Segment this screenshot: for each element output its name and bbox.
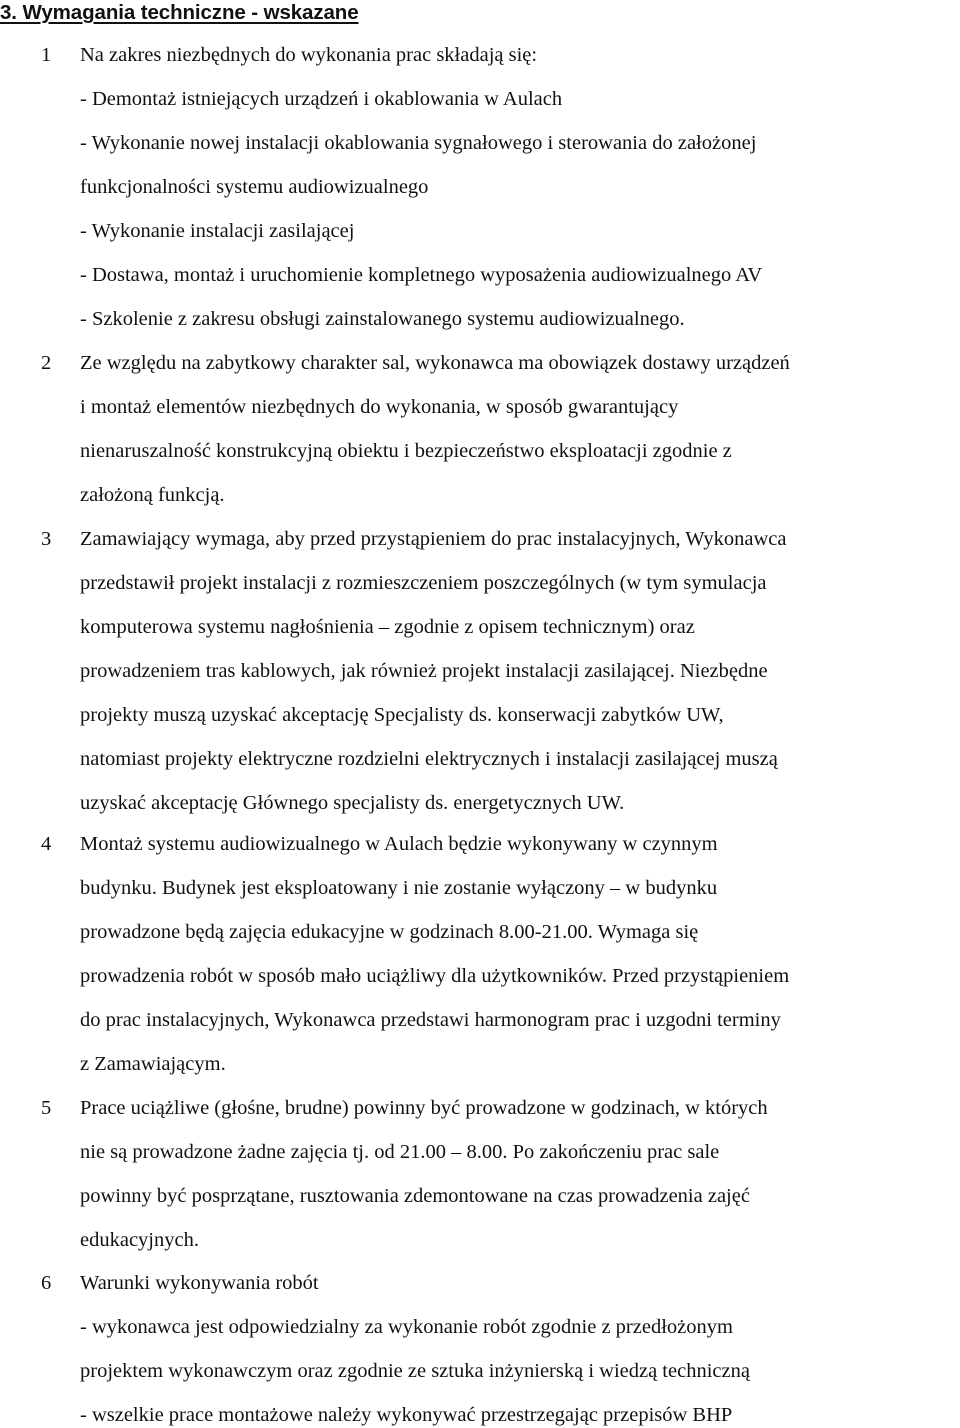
text-line: Montaż systemu audiowizualnego w Aulach będzie wykonywany w czynnym bbox=[80, 833, 718, 855]
item-text bbox=[80, 33, 960, 341]
text-line: Zamawiający wymaga, aby przed przystąpieniem do prac instalacyjnych, Wykonawca bbox=[80, 528, 787, 550]
text-line: uzyskać akceptację Głównego specjalisty ds. energetycznych UW. bbox=[80, 792, 625, 814]
item-number: 4 bbox=[41, 833, 52, 855]
item-number: 1 bbox=[41, 44, 52, 66]
text-line: prowadzenia robót w sposób mało uciążliwy dla użytkowników. Przed przystąpieniem bbox=[80, 965, 790, 987]
item-text bbox=[80, 822, 960, 1086]
item-text bbox=[80, 341, 960, 517]
section-heading-text: 3. Wymagania techniczne - wskazane bbox=[0, 1, 359, 24]
text-line: do prac instalacyjnych, Wykonawca przedstawi harmonogram prac i uzgodni terminy bbox=[80, 1009, 781, 1031]
item-number: 2 bbox=[41, 352, 52, 374]
text-line: - Demontaż istniejących urządzeń i okablowania w Aulach bbox=[80, 88, 563, 110]
item-number: 6 bbox=[41, 1272, 52, 1294]
text-line: projektem wykonawczym oraz zgodnie ze sztuka inżynierską i wiedzą techniczną bbox=[80, 1360, 750, 1382]
text-line: przedstawił projekt instalacji z rozmieszczeniem poszczególnych (w tym symulacja bbox=[80, 572, 767, 594]
text-line: i montaż elementów niezbędnych do wykonania, w sposób gwarantujący bbox=[80, 396, 679, 418]
section-heading bbox=[0, 0, 359, 26]
item-number: 5 bbox=[41, 1097, 52, 1119]
text-line: - Szkolenie z zakresu obsługi zainstalowanego systemu audiowizualnego. bbox=[80, 308, 685, 330]
text-line: Ze względu na zabytkowy charakter sal, wykonawca ma obowiązek dostawy urządzeń bbox=[80, 352, 790, 374]
text-line: założoną funkcją. bbox=[80, 484, 225, 506]
item-text bbox=[80, 1086, 960, 1262]
text-line: prowadzeniem tras kablowych, jak również projekt instalacji zasilającej. Niezbędne bbox=[80, 660, 768, 682]
text-line: projekty muszą uzyskać akceptację Specjalisty ds. konserwacji zabytków UW, bbox=[80, 704, 724, 726]
text-line: powinny być posprzątane, rusztowania zdemontowane na czas prowadzenia zajęć bbox=[80, 1185, 750, 1207]
text-line: nienaruszalność konstrukcyjną obiektu i bezpieczeństwo eksploatacji zgodnie z bbox=[80, 440, 732, 462]
text-line: - Wykonanie instalacji zasilającej bbox=[80, 220, 355, 242]
item-number: 3 bbox=[41, 528, 52, 550]
text-line: komputerowa systemu nagłośnienia – zgodnie z opisem technicznym) oraz bbox=[80, 616, 695, 638]
text-line: - wykonawca jest odpowiedzialny za wykonanie robót zgodnie z przedłożonym bbox=[80, 1316, 733, 1338]
text-line: - Wykonanie nowej instalacji okablowania sygnałowego i sterowania do założonej bbox=[80, 132, 757, 154]
text-line: natomiast projekty elektryczne rozdzielni elektrycznych i instalacji zasilającej muszą bbox=[80, 748, 778, 770]
text-line: nie są prowadzone żadne zajęcia tj. od 21.00 – 8.00. Po zakończeniu prac sale bbox=[80, 1141, 720, 1163]
text-line: budynku. Budynek jest eksploatowany i nie zostanie wyłączony – w budynku bbox=[80, 877, 718, 899]
text-line: Na zakres niezbędnych do wykonania prac składają się: bbox=[80, 44, 538, 66]
item-text bbox=[80, 1261, 960, 1428]
text-line: prowadzone będą zajęcia edukacyjne w godzinach 8.00-21.00. Wymaga się bbox=[80, 921, 699, 943]
text-line: - Dostawa, montaż i uruchomienie kompletnego wyposażenia audiowizualnego AV bbox=[80, 264, 763, 286]
text-line: funkcjonalności systemu audiowizualnego bbox=[80, 176, 429, 198]
text-line: Prace uciążliwe (głośne, brudne) powinny być prowadzone w godzinach, w których bbox=[80, 1097, 768, 1119]
text-line: - wszelkie prace montażowe należy wykonywać przestrzegając przepisów BHP bbox=[80, 1404, 733, 1426]
text-line: z Zamawiającym. bbox=[80, 1053, 226, 1075]
text-line: edukacyjnych. bbox=[80, 1229, 199, 1251]
text-line: Warunki wykonywania robót bbox=[80, 1272, 319, 1294]
item-text bbox=[80, 517, 960, 825]
